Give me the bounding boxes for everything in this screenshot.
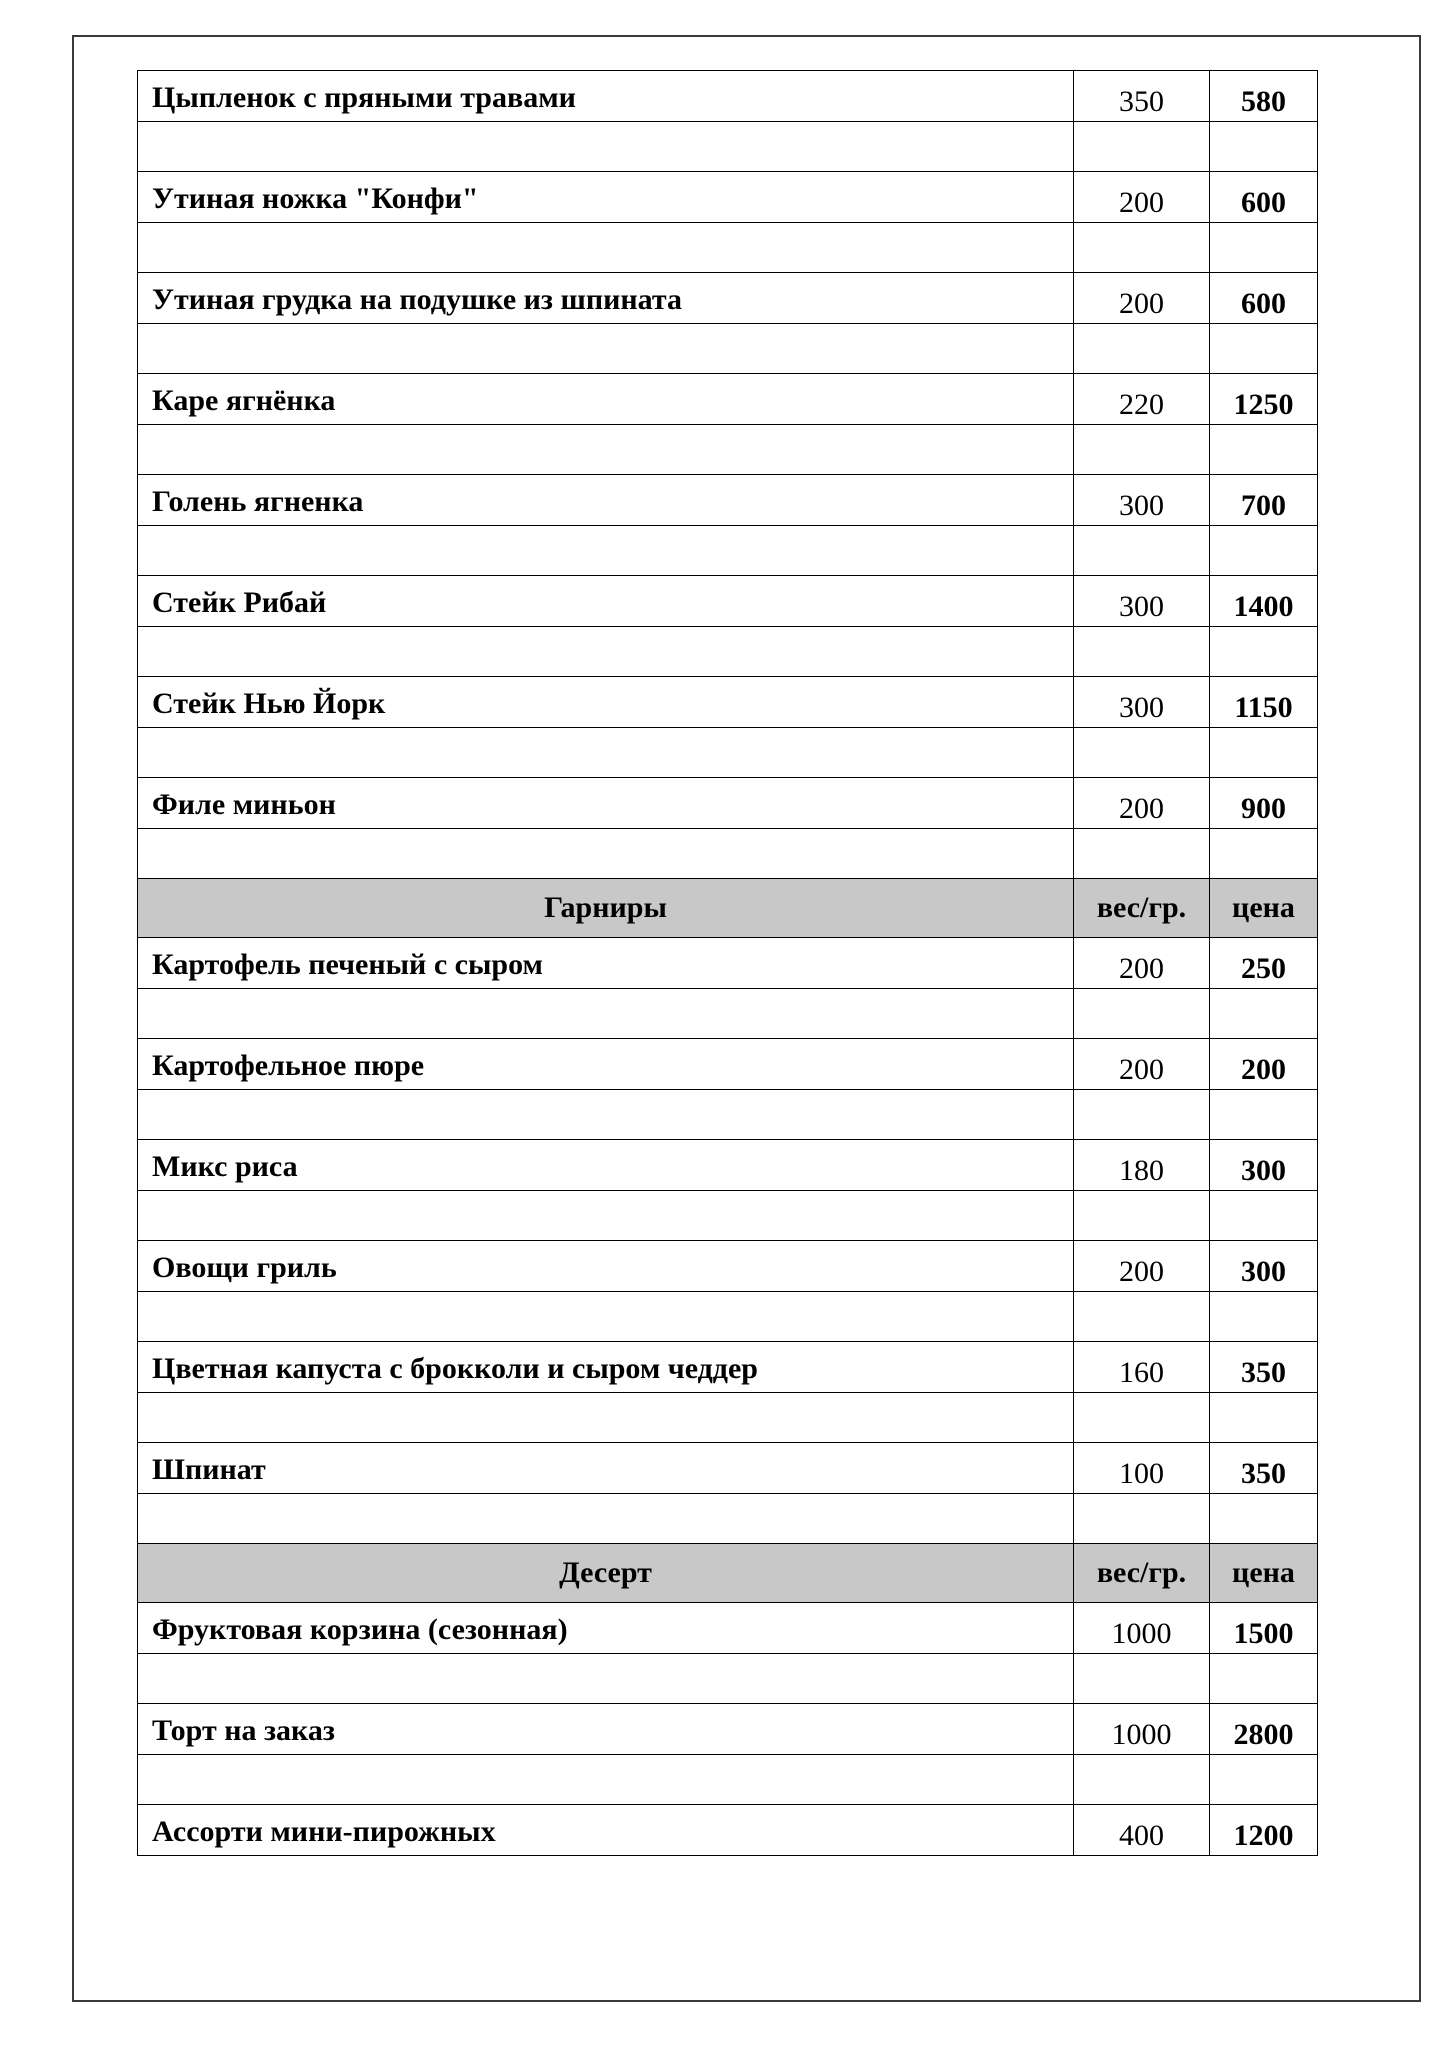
spacer-cell (1074, 324, 1210, 374)
spacer-cell (138, 425, 1074, 475)
section-header (138, 1544, 1318, 1603)
dish-weight: 200 (1074, 778, 1210, 829)
dish-price: 580 (1210, 71, 1318, 122)
dish-name: Торт на заказ (138, 1704, 1074, 1755)
dish-name: Картофель печеный с сыром (138, 938, 1074, 989)
spacer-cell (1210, 1494, 1318, 1544)
dish-name: Голень ягненка (138, 475, 1074, 526)
spacer-cell (1210, 324, 1318, 374)
spacer-cell (1210, 526, 1318, 576)
spacer-cell (1210, 1393, 1318, 1443)
dish-weight: 300 (1074, 576, 1210, 627)
spacer-row (138, 1393, 1318, 1443)
spacer-cell (1074, 1090, 1210, 1140)
dish-name: Утиная грудка на подушке из шпината (138, 273, 1074, 324)
spacer-cell (1074, 1755, 1210, 1805)
spacer-cell (1210, 1191, 1318, 1241)
dish-weight: 200 (1074, 1241, 1210, 1292)
dish-name: Филе миньон (138, 778, 1074, 829)
spacer-cell (1210, 1755, 1318, 1805)
menu-item-row (138, 1241, 1318, 1292)
spacer-row (138, 1494, 1318, 1544)
menu-item-row (138, 1342, 1318, 1393)
spacer-cell (1074, 122, 1210, 172)
spacer-cell (1210, 1654, 1318, 1704)
spacer-cell (138, 1494, 1074, 1544)
spacer-cell (1074, 728, 1210, 778)
spacer-row (138, 1292, 1318, 1342)
dish-weight: 200 (1074, 1039, 1210, 1090)
spacer-cell (138, 728, 1074, 778)
spacer-cell (138, 829, 1074, 879)
spacer-row (138, 526, 1318, 576)
dish-price: 1200 (1210, 1805, 1318, 1856)
spacer-cell (138, 1292, 1074, 1342)
dish-name: Стейк Рибай (138, 576, 1074, 627)
spacer-row (138, 829, 1318, 879)
spacer-row (138, 728, 1318, 778)
dish-name: Картофельное пюре (138, 1039, 1074, 1090)
menu-item-row (138, 1140, 1318, 1191)
spacer-cell (1074, 829, 1210, 879)
spacer-cell (1210, 728, 1318, 778)
menu-item-row (138, 677, 1318, 728)
spacer-row (138, 324, 1318, 374)
spacer-row (138, 122, 1318, 172)
spacer-cell (138, 627, 1074, 677)
spacer-row (138, 1191, 1318, 1241)
spacer-cell (138, 526, 1074, 576)
dish-weight: 200 (1074, 273, 1210, 324)
spacer-cell (1074, 1654, 1210, 1704)
dish-weight: 200 (1074, 172, 1210, 223)
dish-price: 600 (1210, 273, 1318, 324)
spacer-cell (138, 1090, 1074, 1140)
menu-item-row (138, 1603, 1318, 1654)
spacer-cell (1074, 526, 1210, 576)
menu-item-row (138, 576, 1318, 627)
dish-name: Ассорти мини-пирожных (138, 1805, 1074, 1856)
dish-weight: 400 (1074, 1805, 1210, 1856)
weight-column-header: вес/гр. (1074, 879, 1210, 938)
weight-column-header: вес/гр. (1074, 1544, 1210, 1603)
spacer-cell (1210, 425, 1318, 475)
spacer-row (138, 1090, 1318, 1140)
dish-weight: 160 (1074, 1342, 1210, 1393)
spacer-cell (1210, 1090, 1318, 1140)
dish-price: 350 (1210, 1443, 1318, 1494)
menu-item-row (138, 273, 1318, 324)
spacer-cell (1210, 829, 1318, 879)
spacer-cell (138, 223, 1074, 273)
menu-item-row (138, 1704, 1318, 1755)
price-column-header: цена (1210, 879, 1318, 938)
spacer-cell (138, 1191, 1074, 1241)
dish-price: 1500 (1210, 1603, 1318, 1654)
menu-item-row (138, 172, 1318, 223)
spacer-cell (138, 989, 1074, 1039)
section-title: Гарниры (138, 879, 1074, 938)
menu-table (137, 70, 1318, 1856)
dish-weight: 1000 (1074, 1603, 1210, 1654)
menu-item-row (138, 1039, 1318, 1090)
dish-weight: 220 (1074, 374, 1210, 425)
section-title: Десерт (138, 1544, 1074, 1603)
spacer-row (138, 223, 1318, 273)
menu-item-row (138, 475, 1318, 526)
dish-weight: 180 (1074, 1140, 1210, 1191)
spacer-cell (1210, 122, 1318, 172)
spacer-cell (138, 1755, 1074, 1805)
menu-item-row (138, 71, 1318, 122)
dish-weight: 300 (1074, 475, 1210, 526)
price-column-header: цена (1210, 1544, 1318, 1603)
dish-price: 300 (1210, 1140, 1318, 1191)
spacer-cell (138, 1654, 1074, 1704)
spacer-cell (1210, 223, 1318, 273)
spacer-cell (1074, 1494, 1210, 1544)
spacer-cell (1210, 989, 1318, 1039)
spacer-cell (138, 122, 1074, 172)
spacer-cell (138, 1393, 1074, 1443)
dish-weight: 300 (1074, 677, 1210, 728)
dish-price: 600 (1210, 172, 1318, 223)
dish-name: Стейк Нью Йорк (138, 677, 1074, 728)
dish-name: Цветная капуста с брокколи и сыром чеддер (138, 1342, 1074, 1393)
spacer-row (138, 425, 1318, 475)
dish-price: 1400 (1210, 576, 1318, 627)
dish-price: 250 (1210, 938, 1318, 989)
dish-name: Каре ягнёнка (138, 374, 1074, 425)
dish-name: Микс риса (138, 1140, 1074, 1191)
spacer-cell (1210, 627, 1318, 677)
menu-item-row (138, 938, 1318, 989)
dish-name: Утиная ножка "Конфи" (138, 172, 1074, 223)
menu-item-row (138, 1443, 1318, 1494)
spacer-cell (1074, 1292, 1210, 1342)
spacer-cell (1074, 1191, 1210, 1241)
spacer-cell (138, 324, 1074, 374)
dish-name: Цыпленок с пряными травами (138, 71, 1074, 122)
section-header (138, 879, 1318, 938)
spacer-cell (1074, 627, 1210, 677)
dish-weight: 100 (1074, 1443, 1210, 1494)
dish-name: Овощи гриль (138, 1241, 1074, 1292)
dish-price: 700 (1210, 475, 1318, 526)
dish-weight: 350 (1074, 71, 1210, 122)
dish-price: 1250 (1210, 374, 1318, 425)
dish-price: 2800 (1210, 1704, 1318, 1755)
dish-name: Шпинат (138, 1443, 1074, 1494)
menu-item-row (138, 778, 1318, 829)
menu-item-row (138, 1805, 1318, 1856)
spacer-row (138, 1654, 1318, 1704)
spacer-cell (1074, 1393, 1210, 1443)
spacer-row (138, 1755, 1318, 1805)
spacer-cell (1074, 989, 1210, 1039)
spacer-cell (1210, 1292, 1318, 1342)
dish-weight: 1000 (1074, 1704, 1210, 1755)
dish-price: 900 (1210, 778, 1318, 829)
spacer-cell (1074, 425, 1210, 475)
spacer-cell (1074, 223, 1210, 273)
dish-name: Фруктовая корзина (сезонная) (138, 1603, 1074, 1654)
dish-price: 350 (1210, 1342, 1318, 1393)
spacer-row (138, 627, 1318, 677)
dish-price: 1150 (1210, 677, 1318, 728)
dish-weight: 200 (1074, 938, 1210, 989)
dish-price: 300 (1210, 1241, 1318, 1292)
spacer-row (138, 989, 1318, 1039)
menu-item-row (138, 374, 1318, 425)
dish-price: 200 (1210, 1039, 1318, 1090)
